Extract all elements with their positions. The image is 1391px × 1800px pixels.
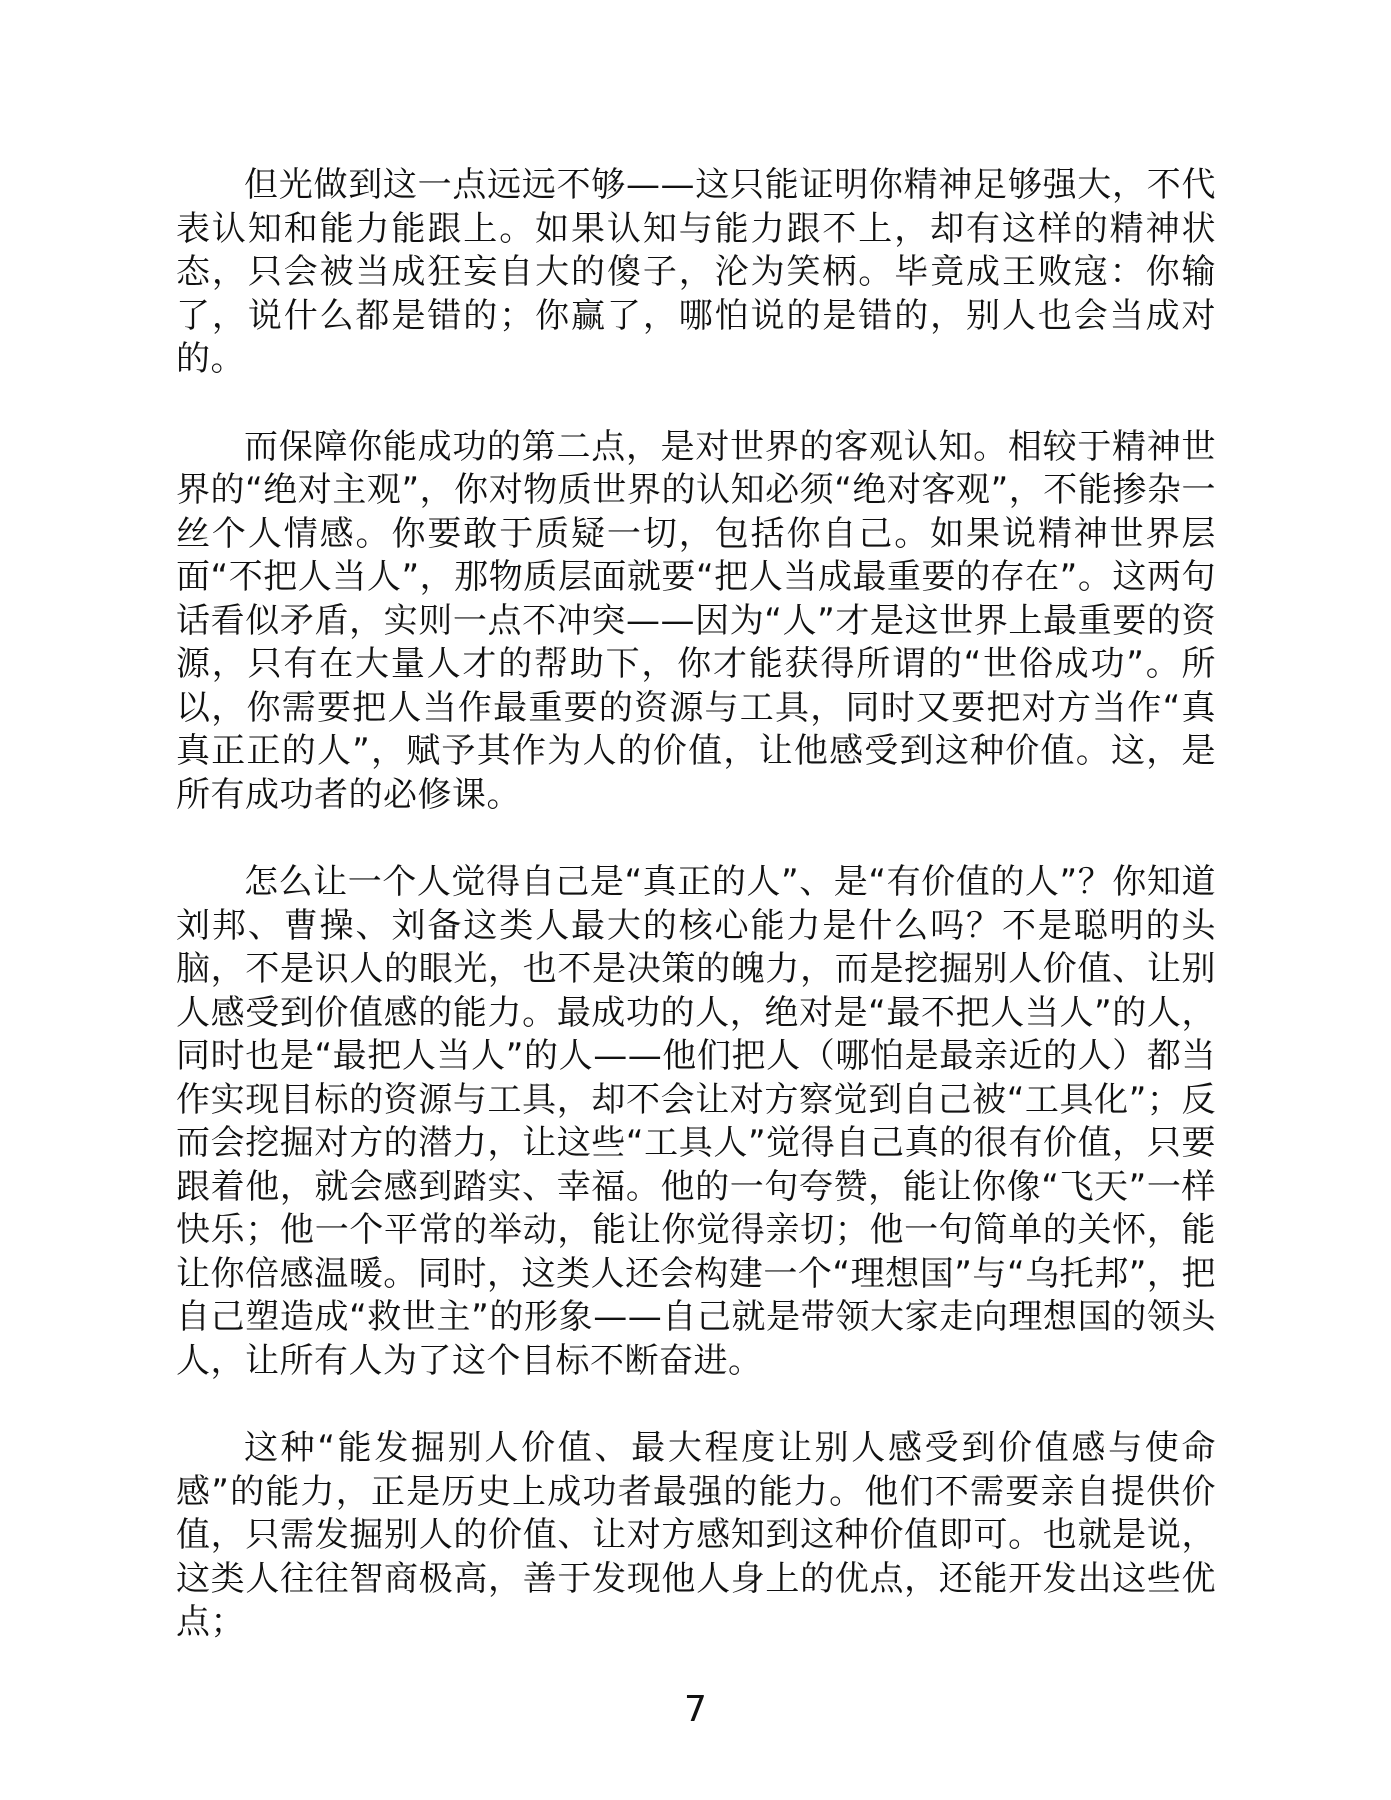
paragraph-4: 这种“能发掘别人价值、最大程度让别人感受到价值感与使命感”的能力，正是历史上成功者最强的能力。他们不需要亲自提供价值，只需发掘别人的价值、让对方感知到这种价值即可。也就是说，这类人往往智商极高，善于发现他人身上的优点，还能开发出这些优点； [176,1428,1216,1642]
page-number: 7 [684,1689,707,1730]
body-text [176,164,1216,1689]
paragraph-3: 怎么让一个人觉得自己是“真正的人”、是“有价值的人”？你知道刘邦、曹操、刘备这类人最大的核心能力是什么吗？不是聪明的头脑，不是识人的眼光，也不是决策的魄力，而是挖掘别人价值、让别人感受到价值感的能力。最成功的人，绝对是“最不把人当人”的人，同时也是“最把人当人”的人——他们把人（哪怕是最亲近的人）都当作实现目标的资源与工具，却不会让对方察觉到自己被“工具化”；反而会挖掘对方的潜力，让这些“工具人”觉得自己真的很有价值，只要跟着他，就会感到踏实、幸福。他的一句夸赞，能让你像“飞天”一样快乐；他一个平常的举动，能让你觉得亲切；他一句简单的关怀，能让你倍感温暖。同时，这类人还会构建一个“理想国”与“乌托邦”，把自己塑造成“救世主”的形象——自己就是带领大家走向理想国的领头人，让所有人为了这个目标不断奋进。 [176,862,1216,1381]
paragraph-1: 但光做到这一点远远不够——这只能证明你精神足够强大，不代表认知和能力能跟上。如果认知与能力跟不上，却有这样的精神状态，只会被当成狂妄自大的傻子，沦为笑柄。毕竟成王败寇：你输了，说什么都是错的；你赢了，哪怕说的是错的，别人也会当成对的。 [176,165,1216,379]
paragraph-2: 而保障你能成功的第二点，是对世界的客观认知。相较于精神世界的“绝对主观”，你对物质世界的认知必须“绝对客观”，不能掺杂一丝个人情感。你要敢于质疑一切，包括你自己。如果说精神世界层面“不把人当人”，那物质层面就要“把人当成最重要的存在”。这两句话看似矛盾，实则一点不冲突——因为“人”才是这世界上最重要的资源，只有在大量人才的帮助下，你才能获得所谓的“世俗成功”。所以，你需要把人当作最重要的资源与工具，同时又要把对方当作“真真正正的人”，赋予其作为人的价值，让他感受到这种价值。这，是所有成功者的必修课。 [176,426,1216,815]
